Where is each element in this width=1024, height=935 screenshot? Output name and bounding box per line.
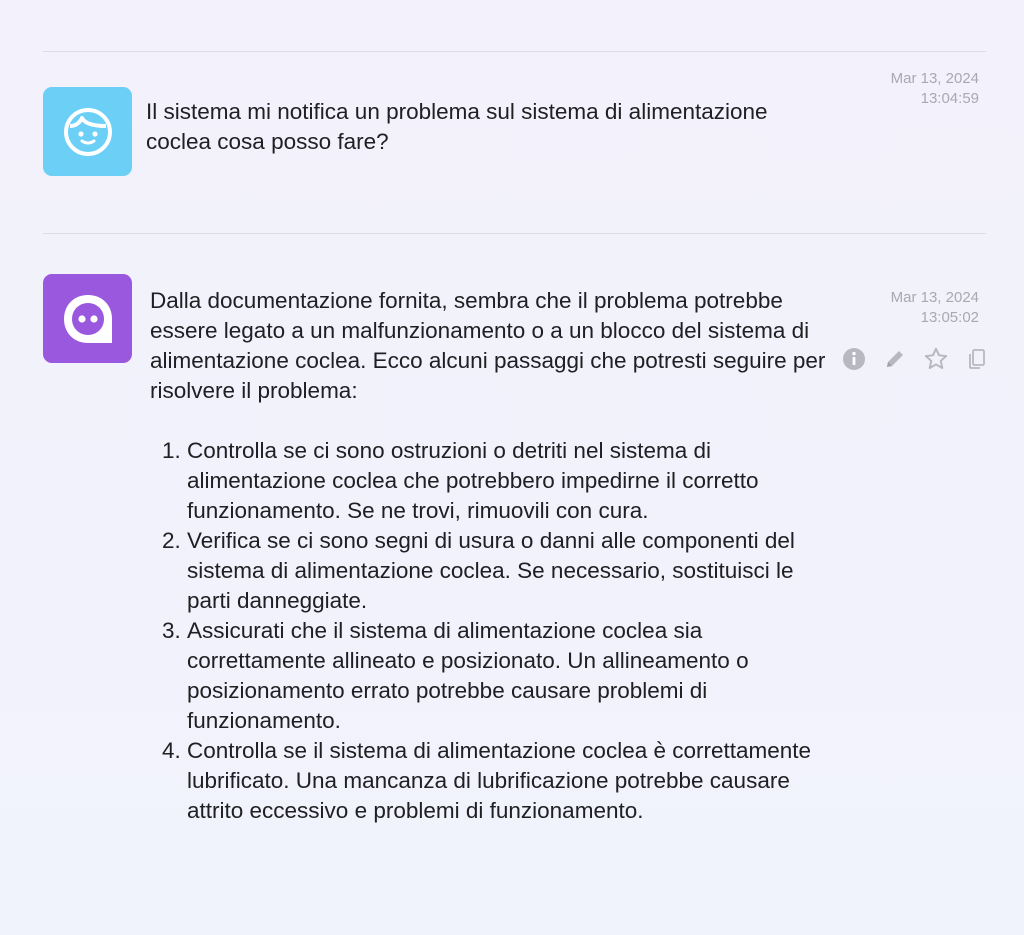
copy-icon [965,347,989,371]
assistant-message-text [150,286,830,826]
list-item: 2. Verifica se ci sono segni di usura o danni alle componenti del sistema di alimentazione coclea. Se necessario, sostituisci le parti danneggiate. [187,526,830,616]
user-avatar [43,87,132,176]
timestamp-date: Mar 13, 2024 [890,70,979,87]
timestamp-date: Mar 13, 2024 [890,289,979,306]
favorite-button[interactable] [922,345,950,373]
list-item: 4. Controlla se il sistema di alimentazione coclea è correttamente lubrificato. Una mancanza di lubrificazione potrebbe causare attrito eccessivo e problemi di funzionamento. [187,736,830,826]
top-divider [43,51,986,52]
chat-bot-icon [58,289,118,349]
copy-button[interactable] [963,345,991,373]
timestamp-time: 13:04:59 [920,90,979,107]
message-divider [43,233,986,234]
edit-pencil-icon [883,347,907,371]
user-message-timestamp [891,69,979,109]
info-button[interactable] [840,345,868,373]
user-message-text: Il sistema mi notifica un problema sul sistema di alimentazione coclea cosa posso fare? [146,99,768,154]
assistant-message-timestamp [891,288,979,328]
assistant-avatar [43,274,132,363]
edit-button[interactable] [881,345,909,373]
user-face-icon [62,106,114,158]
list-item: 1. Controlla se ci sono ostruzioni o detriti nel sistema di alimentazione coclea che potrebbero impedirne il corretto funzionamento. Se ne trovi, rimuovili con cura. [187,436,830,526]
message-actions [840,345,991,373]
info-icon [842,347,866,371]
steps-list [150,436,830,826]
star-icon [923,346,949,372]
list-item: 3. Assicurati che il sistema di alimentazione coclea sia correttamente allineato e posizionato. Un allineamento o posizionamento errato potrebbe causare problemi di funzionamento. [187,616,830,736]
assistant-intro: Dalla documentazione fornita, sembra che il problema potrebbe essere legato a un malfunzionamento o a un blocco del sistema di alimentazione coclea. Ecco alcuni passaggi che potresti seguire per risolvere il problema: [150,288,826,403]
timestamp-time: 13:05:02 [920,309,979,326]
